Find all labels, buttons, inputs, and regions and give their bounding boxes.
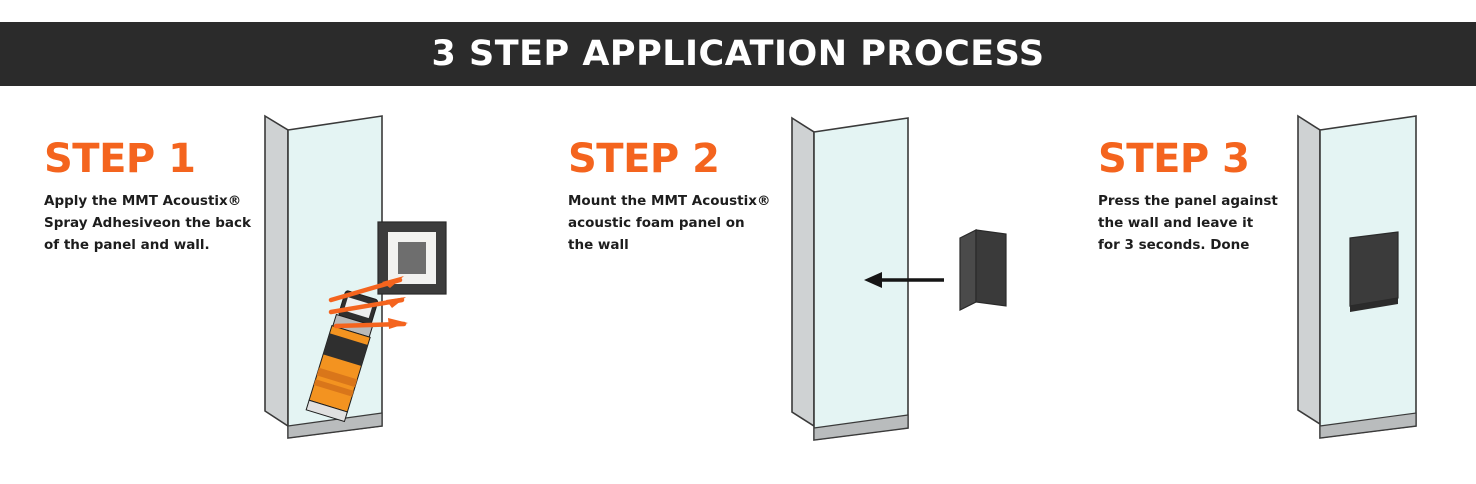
wall-panel-face	[814, 118, 908, 440]
wall-panel-face	[1320, 116, 1416, 438]
step-2	[524, 86, 1016, 484]
wall-panel-base-shadow	[814, 415, 908, 440]
wall-panel-face	[288, 116, 382, 438]
header-banner	[0, 22, 1476, 86]
step-2-description	[568, 190, 798, 256]
spray-arrow-heads	[382, 276, 408, 329]
steps-container	[0, 86, 1476, 484]
step-3-description-line-3: for 3 seconds. Done	[1098, 237, 1250, 253]
step-1-description-line-1: Apply the MMT Acoustix®	[44, 193, 242, 209]
step-1-description-line-2: Spray Adhesiveon the back	[44, 215, 251, 231]
wall-panel-base-shadow	[1320, 413, 1416, 438]
step-1-description	[44, 190, 274, 256]
foam-tile	[378, 222, 446, 294]
step-2-text-block	[568, 138, 798, 256]
page-title: 3 STEP APPLICATION PROCESS	[431, 34, 1045, 74]
spray-arrows	[331, 280, 404, 326]
mounted-foam-panel	[1350, 232, 1398, 312]
step-3-text-block	[1098, 138, 1328, 256]
step-2-title: STEP 2	[568, 136, 720, 182]
step-1-description-line-3: of the panel and wall.	[44, 237, 210, 253]
step-3-title: STEP 3	[1098, 136, 1250, 182]
step-2-description-line-1: Mount the MMT Acoustix®	[568, 193, 771, 209]
step-3-description-line-2: the wall and leave it	[1098, 215, 1254, 231]
mount-direction-arrow	[864, 272, 944, 288]
spray-adhesive-can	[306, 289, 381, 421]
step-2-description-line-2: acoustic foam panel on	[568, 215, 745, 231]
step-2-description-line-3: the wall	[568, 237, 629, 253]
foam-panel	[960, 230, 1006, 310]
step-3	[1054, 86, 1476, 484]
step-1-title: STEP 1	[44, 136, 196, 182]
step-1	[0, 86, 492, 484]
step-3-description-line-1: Press the panel against	[1098, 193, 1278, 209]
step-3-description	[1098, 190, 1328, 256]
wall-panel-base-shadow	[288, 413, 382, 438]
step-1-text-block	[44, 138, 274, 256]
